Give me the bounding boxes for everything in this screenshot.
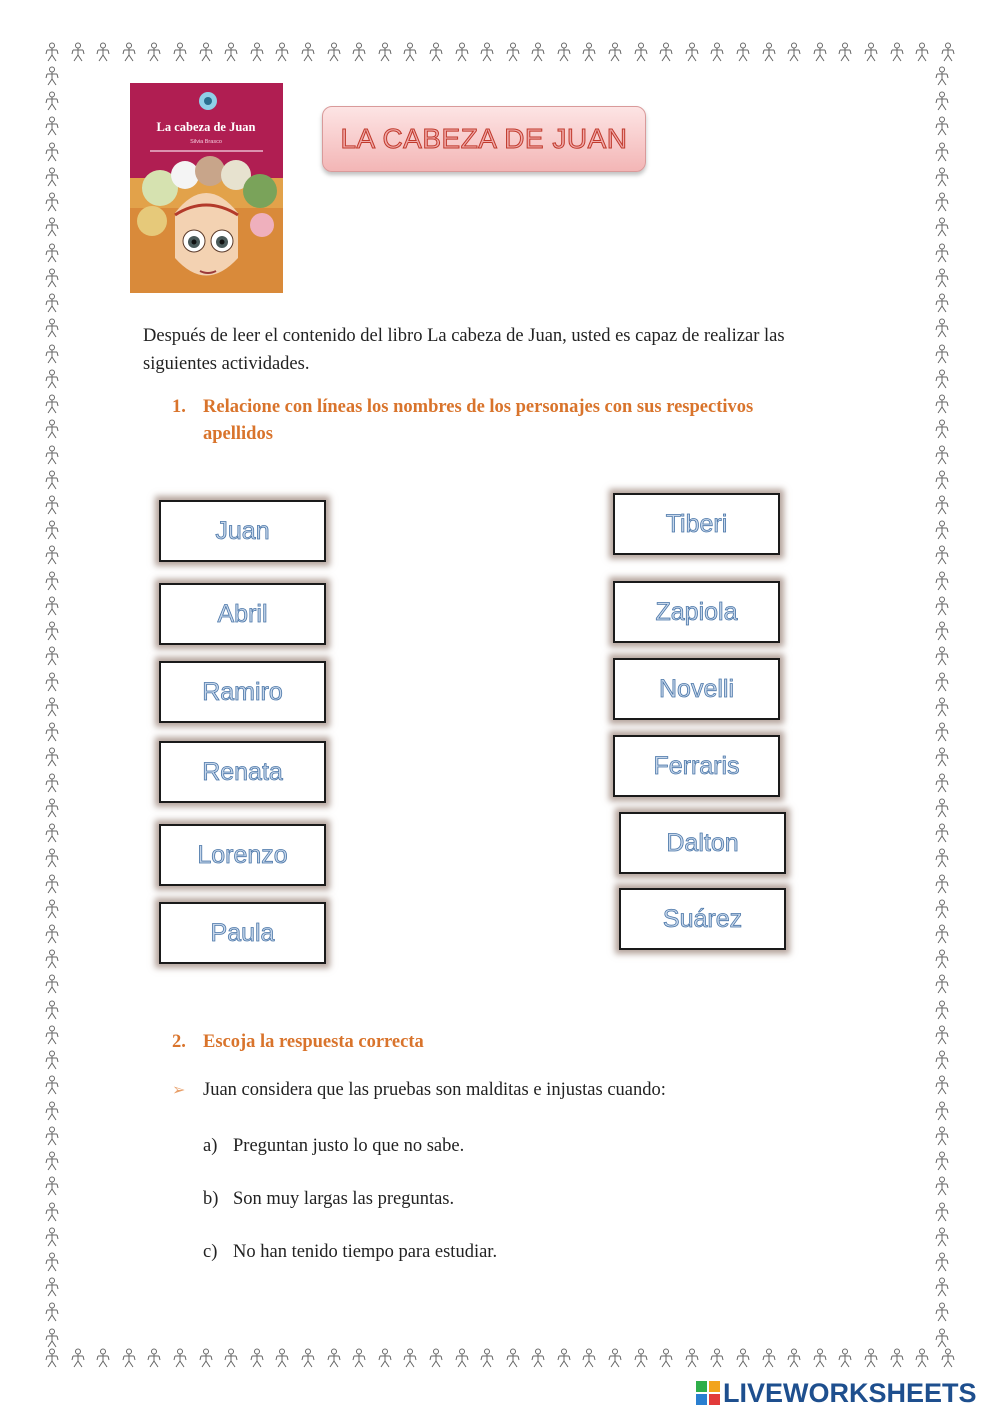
figure-border-icon bbox=[934, 798, 950, 818]
figure-border-icon bbox=[934, 344, 950, 364]
figure-border-icon bbox=[934, 419, 950, 439]
figure-border-icon bbox=[300, 1348, 316, 1368]
figure-border-icon bbox=[934, 243, 950, 263]
figure-border-icon bbox=[249, 42, 265, 62]
figure-border-icon bbox=[934, 596, 950, 616]
figure-border-icon bbox=[934, 1000, 950, 1020]
figure-border-icon bbox=[44, 495, 60, 515]
figure-border-icon bbox=[44, 974, 60, 994]
figure-border-icon bbox=[934, 974, 950, 994]
question-2-text: Escoja la respuesta correcta bbox=[203, 1032, 424, 1052]
figure-border-icon bbox=[146, 42, 162, 62]
figure-border-icon bbox=[556, 42, 572, 62]
figure-border-icon bbox=[44, 369, 60, 389]
figure-border-icon bbox=[633, 42, 649, 62]
figure-border-icon bbox=[274, 42, 290, 62]
figure-border-icon bbox=[934, 1302, 950, 1322]
figure-border-icon bbox=[837, 1348, 853, 1368]
figure-border-icon bbox=[934, 116, 950, 136]
figure-border-icon bbox=[934, 899, 950, 919]
last-name-box[interactable]: Suárez bbox=[619, 888, 786, 950]
liveworksheets-logo[interactable] bbox=[696, 1378, 977, 1408]
figure-border-icon bbox=[633, 1348, 649, 1368]
figure-border-icon bbox=[934, 142, 950, 162]
figure-border-icon bbox=[274, 1348, 290, 1368]
figure-border-icon bbox=[44, 470, 60, 490]
figure-border-icon bbox=[934, 445, 950, 465]
figure-border-icon bbox=[44, 545, 60, 565]
figure-border-icon bbox=[934, 318, 950, 338]
figure-border-icon bbox=[934, 495, 950, 515]
figure-border-icon bbox=[351, 1348, 367, 1368]
first-name-box[interactable]: Lorenzo bbox=[159, 824, 326, 886]
figure-border-icon bbox=[934, 369, 950, 389]
liveworksheets-logo-icon bbox=[696, 1381, 720, 1405]
figure-border-icon bbox=[44, 924, 60, 944]
cover-author: Silvia Brasco bbox=[190, 139, 222, 145]
figure-border-icon bbox=[44, 243, 60, 263]
option-text: Son muy largas las preguntas. bbox=[233, 1189, 455, 1209]
figure-border-icon bbox=[934, 268, 950, 288]
figure-border-icon bbox=[249, 1348, 265, 1368]
figure-border-icon bbox=[172, 42, 188, 62]
figure-border-icon bbox=[44, 1000, 60, 1020]
figure-border-icon bbox=[44, 91, 60, 111]
figure-border-icon bbox=[44, 1202, 60, 1222]
figure-border-icon bbox=[934, 1328, 950, 1348]
figure-border-icon bbox=[44, 192, 60, 212]
figure-border-icon bbox=[44, 167, 60, 187]
figure-border-icon bbox=[454, 42, 470, 62]
question-2-number: 2. bbox=[172, 1032, 186, 1052]
figure-border-icon bbox=[44, 268, 60, 288]
figure-border-icon bbox=[934, 293, 950, 313]
figure-border-icon bbox=[95, 1348, 111, 1368]
figure-border-icon bbox=[44, 318, 60, 338]
figure-border-icon bbox=[934, 848, 950, 868]
figure-border-icon bbox=[530, 1348, 546, 1368]
figure-border-icon bbox=[934, 1101, 950, 1121]
figure-border-icon bbox=[44, 445, 60, 465]
arrow-bullet-icon: ➢ bbox=[172, 1080, 186, 1099]
figure-border-icon bbox=[172, 1348, 188, 1368]
figure-border-icon bbox=[146, 1348, 162, 1368]
cover-title: La cabeza de Juan bbox=[156, 120, 256, 134]
figure-border-icon bbox=[934, 520, 950, 540]
figure-border-icon bbox=[44, 1176, 60, 1196]
figure-border-icon bbox=[735, 1348, 751, 1368]
figure-border-icon bbox=[44, 42, 60, 62]
figure-border-icon bbox=[581, 42, 597, 62]
figure-border-icon bbox=[223, 42, 239, 62]
decorative-border-left bbox=[44, 66, 66, 1348]
option-letter: a) bbox=[203, 1136, 218, 1156]
answer-option[interactable] bbox=[203, 1136, 464, 1157]
figure-border-icon bbox=[934, 1202, 950, 1222]
figure-border-icon bbox=[44, 1348, 60, 1368]
figure-border-icon bbox=[812, 42, 828, 62]
figure-border-icon bbox=[44, 1252, 60, 1272]
figure-border-icon bbox=[44, 899, 60, 919]
figure-border-icon bbox=[934, 545, 950, 565]
figure-border-icon bbox=[44, 697, 60, 717]
figure-border-icon bbox=[44, 1151, 60, 1171]
first-name-box[interactable]: Juan bbox=[159, 500, 326, 562]
figure-border-icon bbox=[198, 42, 214, 62]
figure-border-icon bbox=[44, 848, 60, 868]
figure-border-icon bbox=[351, 42, 367, 62]
figure-border-icon bbox=[934, 1227, 950, 1247]
figure-border-icon bbox=[607, 42, 623, 62]
figure-border-icon bbox=[44, 1025, 60, 1045]
figure-border-icon bbox=[934, 1126, 950, 1146]
figure-border-icon bbox=[44, 1101, 60, 1121]
figure-border-icon bbox=[934, 823, 950, 843]
figure-border-icon bbox=[223, 1348, 239, 1368]
figure-border-icon bbox=[934, 747, 950, 767]
figure-border-icon bbox=[761, 42, 777, 62]
figure-border-icon bbox=[709, 42, 725, 62]
figure-border-icon bbox=[837, 42, 853, 62]
figure-border-icon bbox=[934, 66, 950, 86]
last-name-box[interactable]: Zapiola bbox=[613, 581, 780, 643]
figure-border-icon bbox=[934, 722, 950, 742]
figure-border-icon bbox=[914, 1348, 930, 1368]
figure-border-icon bbox=[934, 1050, 950, 1070]
decorative-border-bottom bbox=[44, 1348, 956, 1370]
figure-border-icon bbox=[402, 42, 418, 62]
last-name-box[interactable]: Dalton bbox=[619, 812, 786, 874]
figure-border-icon bbox=[44, 874, 60, 894]
figure-border-icon bbox=[44, 621, 60, 641]
answer-option[interactable] bbox=[203, 1189, 454, 1210]
first-name-box[interactable]: Paula bbox=[159, 902, 326, 964]
brand-name: LIVEWORKSHEETS bbox=[723, 1377, 977, 1408]
figure-border-icon bbox=[863, 1348, 879, 1368]
book-cover-image bbox=[130, 83, 283, 293]
decorative-border-right bbox=[934, 66, 956, 1348]
figure-border-icon bbox=[44, 773, 60, 793]
figure-border-icon bbox=[44, 116, 60, 136]
figure-border-icon bbox=[44, 823, 60, 843]
figure-border-icon bbox=[479, 1348, 495, 1368]
question-2-heading bbox=[172, 1029, 672, 1057]
figure-border-icon bbox=[934, 646, 950, 666]
figure-border-icon bbox=[505, 1348, 521, 1368]
question-1-number: 1. bbox=[172, 397, 186, 417]
figure-border-icon bbox=[44, 1126, 60, 1146]
figure-border-icon bbox=[934, 1252, 950, 1272]
figure-border-icon bbox=[402, 1348, 418, 1368]
figure-border-icon bbox=[121, 42, 137, 62]
option-text: Preguntan justo lo que no sabe. bbox=[233, 1136, 465, 1156]
last-name-box[interactable]: Tiberi bbox=[613, 493, 780, 555]
figure-border-icon bbox=[44, 1227, 60, 1247]
figure-border-icon bbox=[44, 1328, 60, 1348]
figure-border-icon bbox=[934, 1075, 950, 1095]
figure-border-icon bbox=[934, 217, 950, 237]
figure-border-icon bbox=[428, 42, 444, 62]
figure-border-icon bbox=[889, 1348, 905, 1368]
figure-border-icon bbox=[934, 949, 950, 969]
figure-border-icon bbox=[44, 672, 60, 692]
figure-border-icon bbox=[709, 1348, 725, 1368]
figure-border-icon bbox=[581, 1348, 597, 1368]
question-1-heading bbox=[172, 394, 872, 450]
figure-border-icon bbox=[934, 167, 950, 187]
figure-border-icon bbox=[934, 1176, 950, 1196]
figure-border-icon bbox=[44, 1050, 60, 1070]
figure-border-icon bbox=[761, 1348, 777, 1368]
question-1-text-line2: apellidos bbox=[203, 424, 273, 444]
figure-border-icon bbox=[658, 1348, 674, 1368]
figure-border-icon bbox=[44, 798, 60, 818]
figure-border-icon bbox=[44, 949, 60, 969]
figure-border-icon bbox=[812, 1348, 828, 1368]
worksheet-title: LA CABEZA DE JUAN bbox=[322, 106, 646, 172]
figure-border-icon bbox=[454, 1348, 470, 1368]
figure-border-icon bbox=[556, 1348, 572, 1368]
figure-border-icon bbox=[428, 1348, 444, 1368]
intro-paragraph: Después de leer el contenido del libro La cabeza de Juan, usted es capaz de realizar las siguientes actividades. bbox=[143, 326, 785, 374]
option-letter: b) bbox=[203, 1189, 219, 1209]
figure-border-icon bbox=[44, 1277, 60, 1297]
figure-border-icon bbox=[479, 42, 495, 62]
figure-border-icon bbox=[505, 42, 521, 62]
figure-border-icon bbox=[735, 42, 751, 62]
figure-border-icon bbox=[934, 621, 950, 641]
figure-border-icon bbox=[914, 42, 930, 62]
question-1-text-line1: Relacione con líneas los nombres de los personajes con sus respectivos bbox=[203, 397, 754, 417]
figure-border-icon bbox=[44, 1302, 60, 1322]
figure-border-icon bbox=[300, 42, 316, 62]
figure-border-icon bbox=[934, 697, 950, 717]
figure-border-icon bbox=[44, 596, 60, 616]
first-name-box[interactable]: Renata bbox=[159, 741, 326, 803]
figure-border-icon bbox=[44, 722, 60, 742]
figure-border-icon bbox=[377, 42, 393, 62]
figure-border-icon bbox=[44, 747, 60, 767]
figure-border-icon bbox=[95, 42, 111, 62]
figure-border-icon bbox=[934, 571, 950, 591]
last-name-box[interactable]: Ferraris bbox=[613, 735, 780, 797]
figure-border-icon bbox=[44, 293, 60, 313]
figure-border-icon bbox=[934, 1151, 950, 1171]
figure-border-icon bbox=[934, 924, 950, 944]
figure-border-icon bbox=[934, 1277, 950, 1297]
figure-border-icon bbox=[863, 42, 879, 62]
figure-border-icon bbox=[786, 1348, 802, 1368]
figure-border-icon bbox=[121, 1348, 137, 1368]
figure-border-icon bbox=[70, 1348, 86, 1368]
figure-border-icon bbox=[326, 42, 342, 62]
figure-border-icon bbox=[889, 42, 905, 62]
answer-option[interactable] bbox=[203, 1242, 497, 1263]
figure-border-icon bbox=[684, 42, 700, 62]
figure-border-icon bbox=[934, 874, 950, 894]
figure-border-icon bbox=[684, 1348, 700, 1368]
figure-border-icon bbox=[44, 142, 60, 162]
statement-text: Juan considera que las pruebas son malditas e injustas cuando: bbox=[203, 1080, 666, 1100]
figure-border-icon bbox=[658, 42, 674, 62]
figure-border-icon bbox=[377, 1348, 393, 1368]
figure-border-icon bbox=[934, 773, 950, 793]
figure-border-icon bbox=[44, 571, 60, 591]
figure-border-icon bbox=[607, 1348, 623, 1368]
figure-border-icon bbox=[934, 192, 950, 212]
figure-border-icon bbox=[198, 1348, 214, 1368]
first-name-box[interactable]: Abril bbox=[159, 583, 326, 645]
figure-border-icon bbox=[44, 66, 60, 86]
option-text: No han tenido tiempo para estudiar. bbox=[233, 1242, 498, 1262]
figure-border-icon bbox=[940, 1348, 956, 1368]
last-name-box[interactable]: Novelli bbox=[613, 658, 780, 720]
figure-border-icon bbox=[934, 470, 950, 490]
figure-border-icon bbox=[934, 1025, 950, 1045]
figure-border-icon bbox=[44, 1075, 60, 1095]
figure-border-icon bbox=[530, 42, 546, 62]
figure-border-icon bbox=[934, 91, 950, 111]
figure-border-icon bbox=[70, 42, 86, 62]
figure-border-icon bbox=[44, 646, 60, 666]
figure-border-icon bbox=[934, 672, 950, 692]
figure-border-icon bbox=[44, 394, 60, 414]
figure-border-icon bbox=[940, 42, 956, 62]
figure-border-icon bbox=[44, 217, 60, 237]
figure-border-icon bbox=[326, 1348, 342, 1368]
option-letter: c) bbox=[203, 1242, 218, 1262]
figure-border-icon bbox=[934, 394, 950, 414]
figure-border-icon bbox=[44, 344, 60, 364]
figure-border-icon bbox=[786, 42, 802, 62]
decorative-border-top bbox=[44, 42, 956, 64]
first-name-box[interactable]: Ramiro bbox=[159, 661, 326, 723]
figure-border-icon bbox=[44, 520, 60, 540]
figure-border-icon bbox=[44, 419, 60, 439]
